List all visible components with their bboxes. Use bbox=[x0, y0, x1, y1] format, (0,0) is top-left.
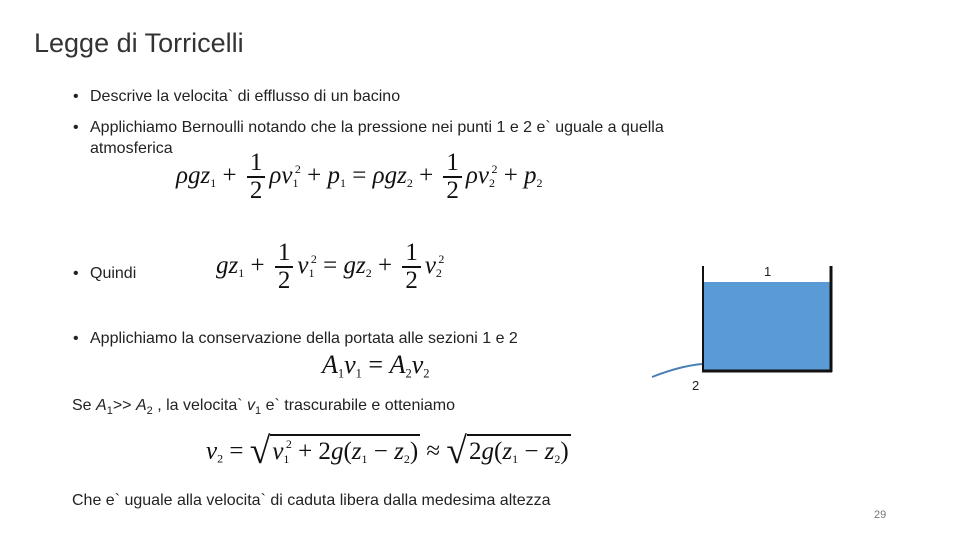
continuity-equation: $A_1v_1 = A_2v_2$ bbox=[322, 350, 430, 381]
bullet-4 bbox=[73, 328, 650, 349]
area-2-symbol: A bbox=[135, 397, 147, 414]
simplified-equation: $gz_1$ + $\frac{1}{2}$ $v_1^2 = gz_2$ + $\frac{1}{2}$ $v_2^2$ bbox=[216, 239, 445, 295]
velocity-1-symbol: v bbox=[247, 397, 256, 414]
velocity-1-subscript: 1 bbox=[255, 405, 262, 418]
torricelli-equation: $v_2 = √v_1^2 + 2g(z_1 - z_2) \approx √2g(z_1 - z_2)$ bbox=[206, 431, 569, 472]
area-1-symbol: A bbox=[96, 397, 107, 414]
point-1-label: 1 bbox=[764, 264, 772, 279]
bullet-3 bbox=[73, 263, 137, 284]
sentence-prefix: Se bbox=[72, 397, 97, 414]
bullet-dot: • bbox=[73, 330, 79, 347]
bullet-dot: • bbox=[73, 265, 79, 282]
much-greater-symbol: >> bbox=[112, 397, 136, 414]
bullet-1-text: Descrive la velocita` di efflusso di un bacino bbox=[90, 88, 401, 105]
bullet-4-text: Applichiamo la conservazione della portata alle sezioni 1 e 2 bbox=[90, 330, 518, 347]
bullet-dot: • bbox=[73, 119, 79, 136]
slide-title: Legge di Torricelli bbox=[34, 28, 244, 58]
sentence-middle: , la velocita` bbox=[152, 397, 248, 414]
conclusion-text: Che e` uguale alla velocita` di caduta libera dalla medesima altezza bbox=[72, 492, 551, 509]
area-1-subscript: 1 bbox=[106, 405, 113, 418]
tank-diagram bbox=[640, 260, 850, 400]
point-2-label: 2 bbox=[692, 378, 700, 393]
condition-sentence bbox=[72, 397, 455, 417]
area-2-subscript: 2 bbox=[146, 405, 153, 418]
bullet-1 bbox=[73, 86, 690, 107]
sentence-suffix: e` trascurabile e otteniamo bbox=[261, 397, 456, 414]
slide-number: 29 bbox=[874, 509, 887, 521]
bullet-dot: • bbox=[73, 88, 79, 105]
water-body bbox=[703, 282, 831, 371]
bullet-3-text: Quindi bbox=[90, 265, 137, 282]
outflow-jet bbox=[652, 364, 702, 377]
bernoulli-equation: ρgz$_1$ + $\frac{1}{2}$ $\rho v_1^2 + p_1 = \rho gz_2$ + $\frac{1}{2}$ $\rho v_2^2 + p_2$ bbox=[176, 149, 543, 205]
bullet-2-text: Applichiamo Bernoulli notando che la pressione nei punti 1 e 2 e` uguale a quella atmosferica bbox=[90, 119, 664, 157]
